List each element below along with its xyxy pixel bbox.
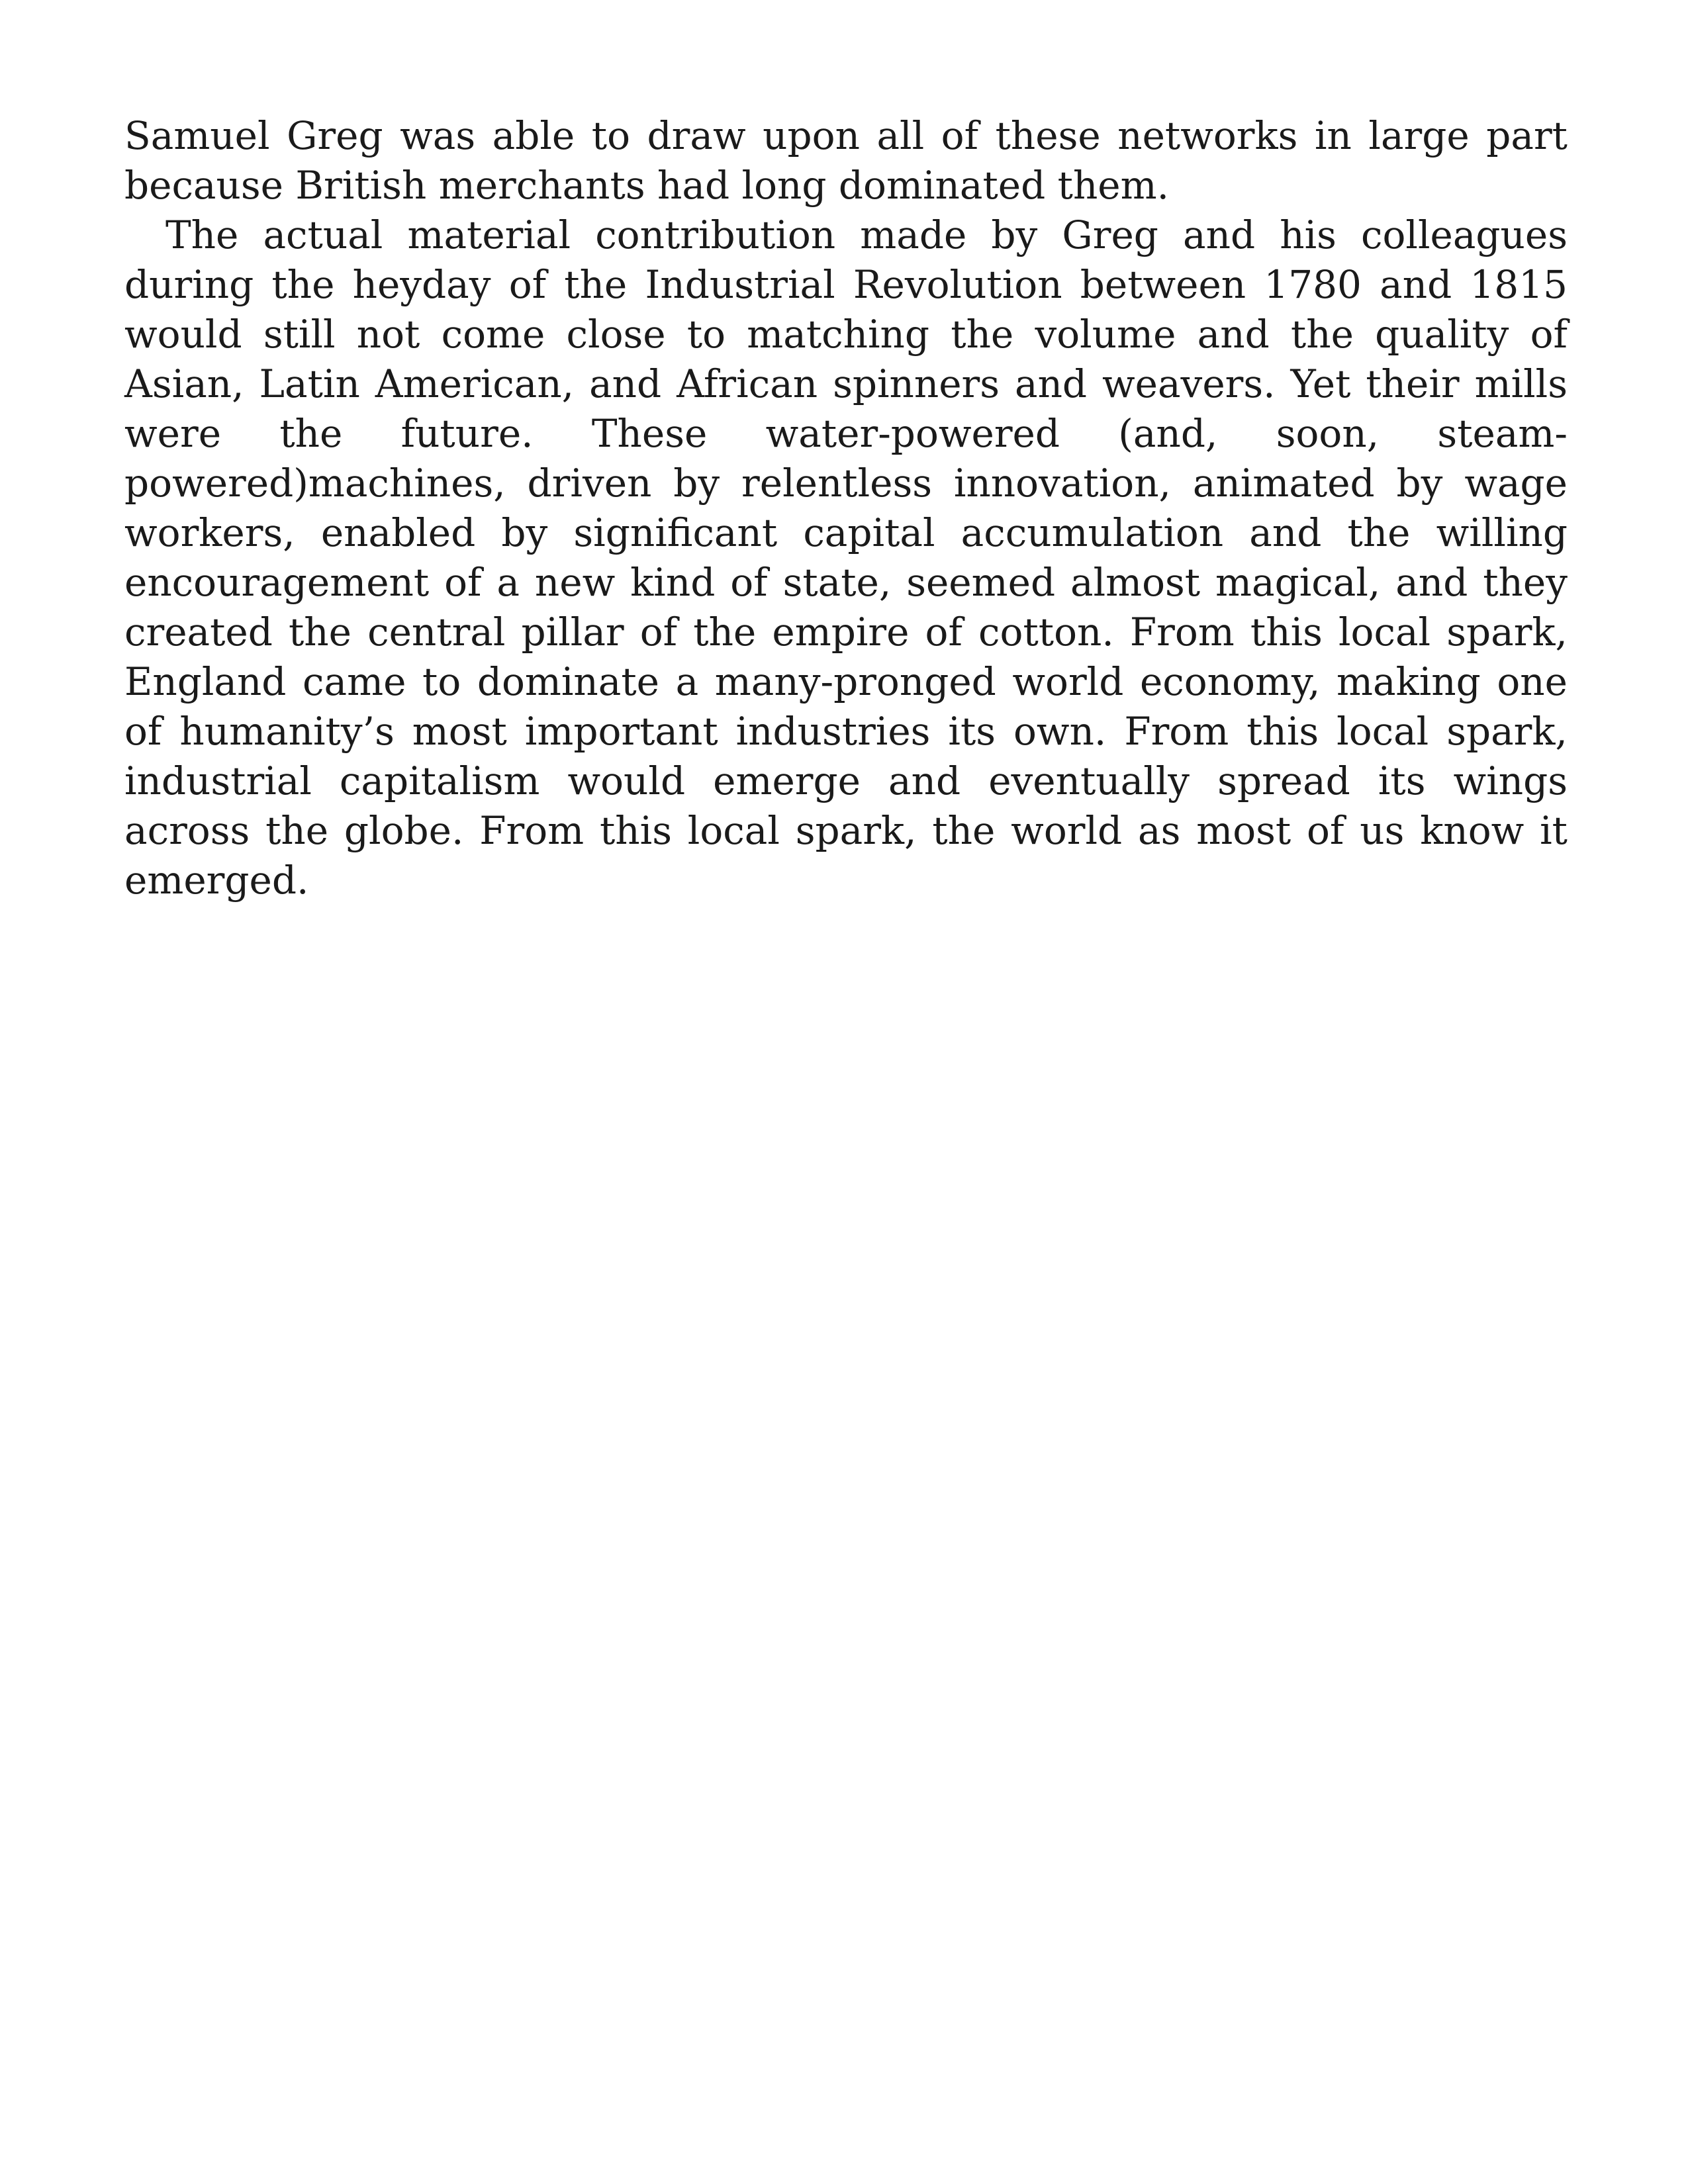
body-text bbox=[124, 111, 1568, 905]
paragraph-continuation: Samuel Greg was able to draw upon all of these networks in large part because British merchants had long dominated them. bbox=[124, 113, 1568, 208]
paragraph-main: The actual material contribution made by Greg and his colleagues during the heyday of the Industrial Revolution between 1780 and 1815 would still not come close to matching the volume and the quality of Asian, Latin American, and African spinners and weavers. Yet their mills were the future. These water-powered (and, soon, steam-powered)machines, driven by relentless innovation, animated by wage workers, enabled by significant capital accumulation and the willing encouragement of a new kind of state, seemed almost magical, and they created the central pillar of the empire of cotton. From this local spark, England came to dominate a many-pronged world economy, making one of humanity’s most important industries its own. From this local spark, industrial capitalism would emerge and eventually spread its wings across the globe. From this local spark, the world as most of us know it emerged. bbox=[124, 212, 1568, 903]
